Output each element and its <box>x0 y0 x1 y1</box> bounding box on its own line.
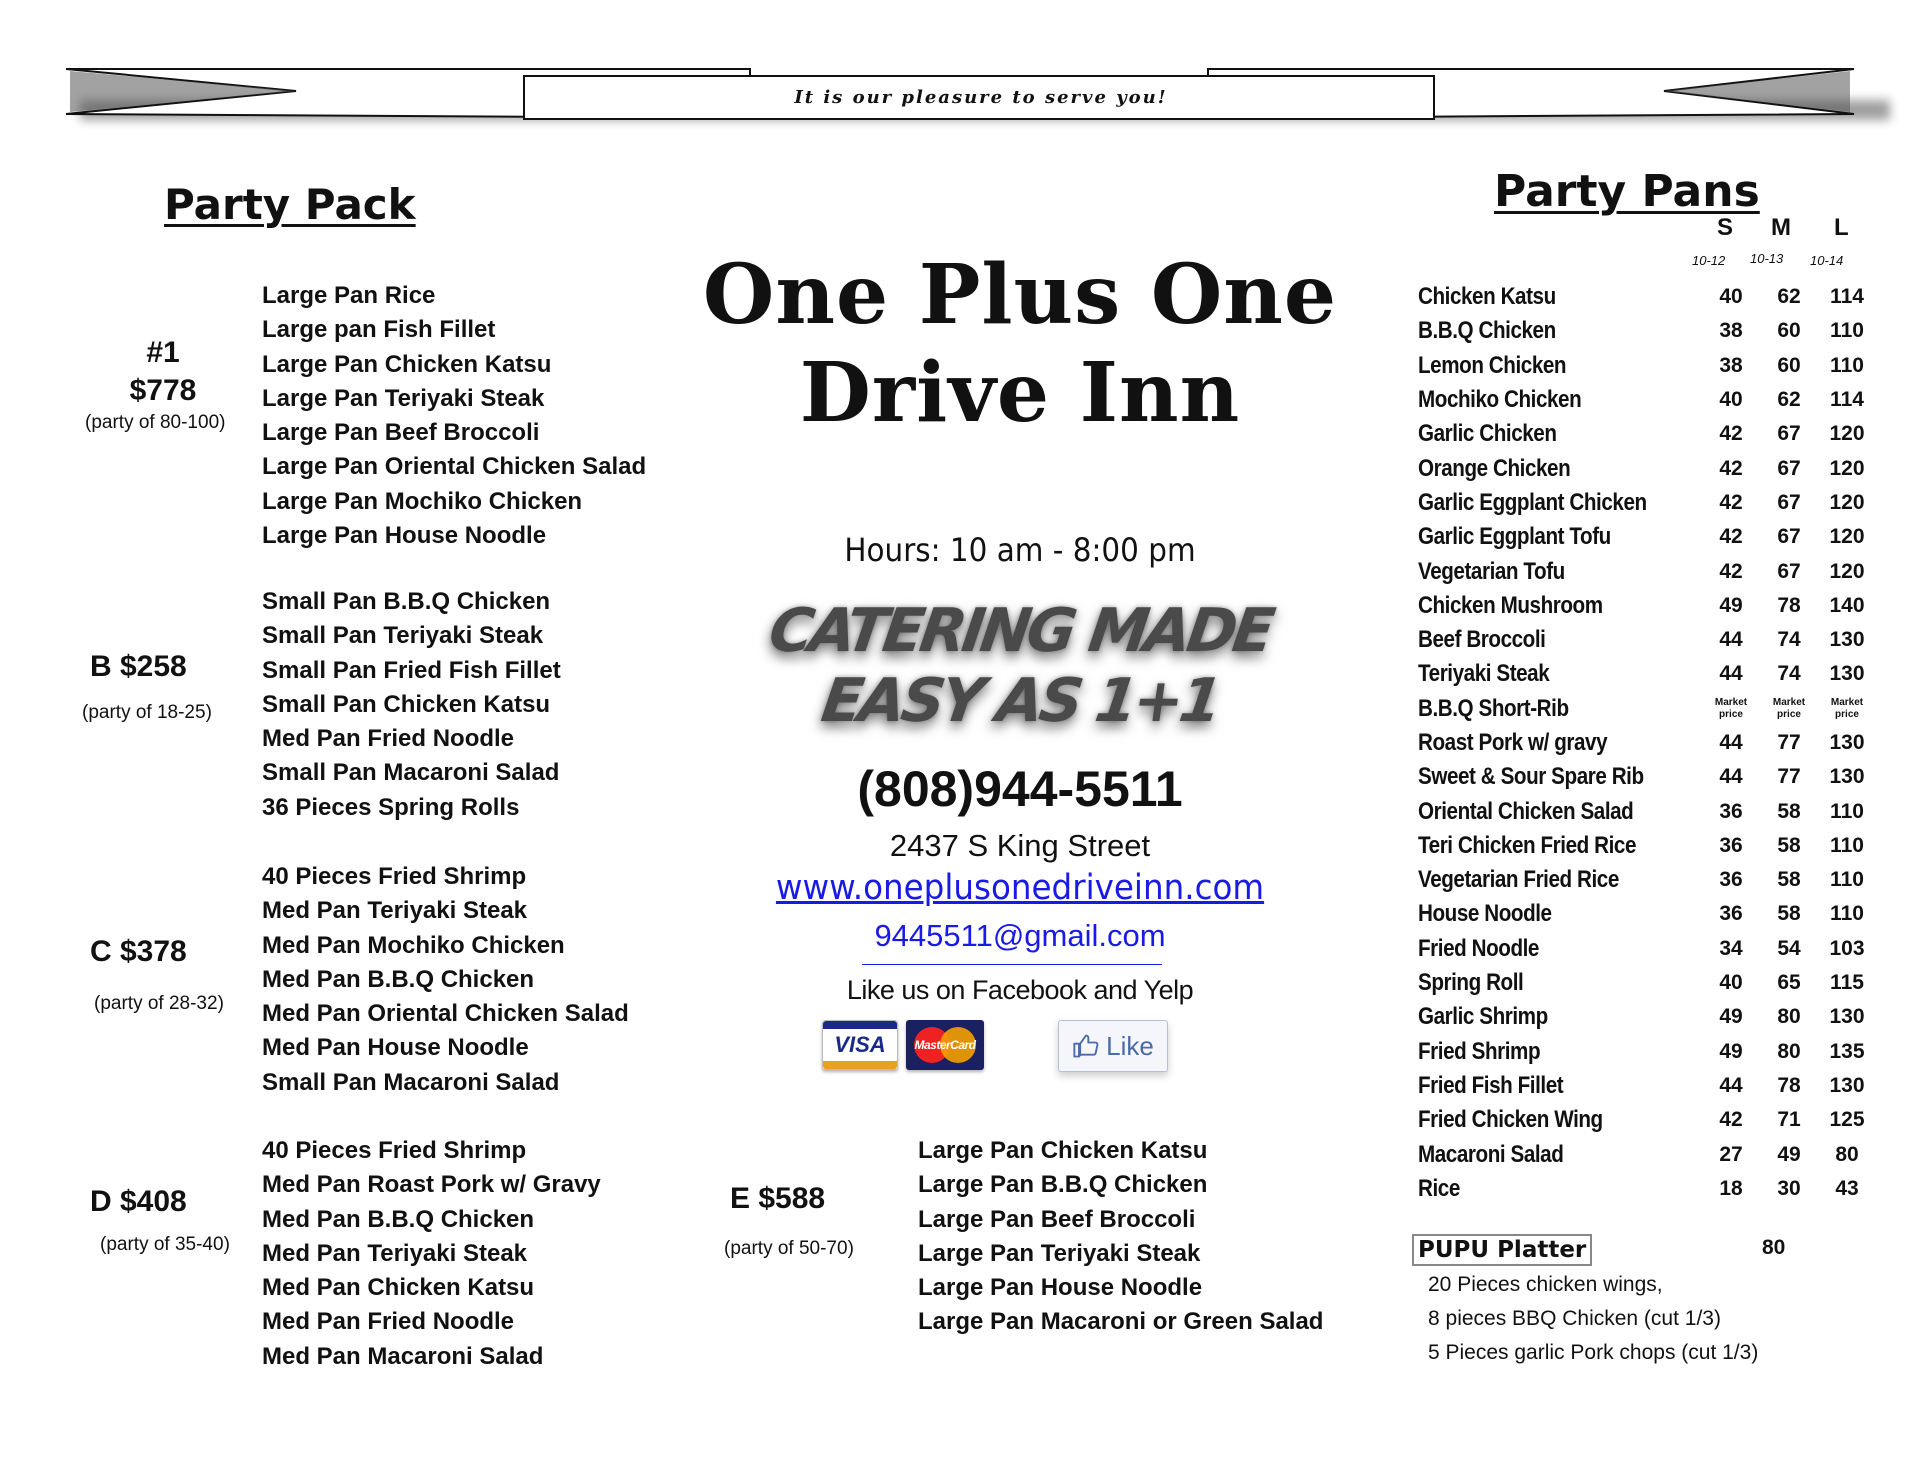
pan-item-name: Roast Pork w/ gravy <box>1418 729 1608 756</box>
mastercard-label: MasterCard <box>914 1038 976 1052</box>
list-item: Med Pan Mochiko Chicken <box>262 931 565 959</box>
mastercard-icon <box>906 1020 984 1070</box>
pan-price-l: 110 <box>1830 902 1864 926</box>
size-m-heading: M <box>1771 214 1791 241</box>
pan-item-name: Garlic Eggplant Chicken <box>1418 488 1647 516</box>
pan-item-name: Orange Chicken <box>1418 454 1571 482</box>
visa-card-icon <box>822 1020 898 1070</box>
list-item: Med Pan Fried Noodle <box>262 725 515 753</box>
list-item: Large Pan Mochiko Chicken <box>262 487 583 515</box>
list-item: Med Pan B.B.Q Chicken <box>262 965 535 993</box>
pan-item-name: Lemon Chicken <box>1418 351 1567 379</box>
list-item: Small Pan B.B.Q Chicken <box>262 588 551 615</box>
pan-price-s: 18 <box>1719 1176 1743 1200</box>
pan-price-m: 71 <box>1777 1108 1801 1132</box>
pan-price-s: 42 <box>1719 1108 1743 1132</box>
pan-price-s: 40 <box>1719 285 1743 309</box>
pan-price-m: 78 <box>1777 1073 1801 1097</box>
list-item: Med Pan House Noodle <box>262 1034 529 1062</box>
party-pans-table <box>1418 280 1876 1206</box>
pan-price-s: 44 <box>1719 662 1743 686</box>
pan-price-s: 36 <box>1719 868 1743 892</box>
list-item: Med Pan B.B.Q Chicken <box>262 1205 535 1233</box>
pan-price-l: 115 <box>1830 971 1864 995</box>
table-row <box>1418 1103 1876 1137</box>
pan-price-l: 114 <box>1830 388 1864 412</box>
list-item: Large Pan House Noodle <box>918 1274 1203 1302</box>
pan-price-l: 110 <box>1830 799 1864 823</box>
pan-price-m: 60 <box>1777 319 1801 343</box>
pan-item-name: Fried Noodle <box>1418 934 1539 962</box>
pack-c-items <box>262 860 629 1100</box>
pack-1-note: (party of 80-100) <box>85 412 226 433</box>
pan-price-m: 58 <box>1777 902 1801 926</box>
table-row <box>1418 657 1876 691</box>
pan-item-name: Mochiko Chicken <box>1418 386 1582 414</box>
table-row <box>1418 1035 1876 1069</box>
size-l-range: 10-14 <box>1810 253 1844 268</box>
pan-price-l: 130 <box>1829 1073 1865 1097</box>
pan-item-name: Macaroni Salad <box>1418 1140 1564 1168</box>
table-row <box>1418 349 1876 383</box>
pack-1-price: $778 <box>129 374 197 407</box>
list-item: Large Pan Chicken Katsu <box>918 1137 1208 1164</box>
list-item: Small Pan Macaroni Salad <box>262 1068 560 1096</box>
list-item: Med Pan Fried Noodle <box>262 1308 515 1336</box>
table-row <box>1418 623 1876 657</box>
pan-price-l: 43 <box>1835 1176 1859 1200</box>
pack-e-note: (party of 50-70) <box>724 1238 854 1259</box>
pan-item-name: Garlic Eggplant Tofu <box>1418 523 1611 551</box>
pan-item-name: House Noodle <box>1418 900 1552 928</box>
pan-price-m: 30 <box>1777 1176 1801 1200</box>
pan-item-name: Teriyaki Steak <box>1418 660 1550 688</box>
pan-price-l: 130 <box>1829 1005 1865 1029</box>
list-item: Med Pan Oriental Chicken Salad <box>262 1000 629 1028</box>
list-item: Large Pan Macaroni or Green Salad <box>918 1308 1324 1336</box>
pack-e-items <box>918 1134 1323 1340</box>
party-pans-heading: Party Pans <box>1494 166 1760 217</box>
table-row <box>1418 1137 1876 1171</box>
pan-price-l: 140 <box>1829 593 1865 617</box>
pan-price-m: 49 <box>1777 1142 1801 1166</box>
banner-ribbon <box>0 0 1920 150</box>
like-label: Like <box>1106 1030 1154 1061</box>
pan-price-m: 78 <box>1777 593 1801 617</box>
pan-price-m: 67 <box>1777 422 1801 446</box>
list-item: Large Pan Rice <box>262 282 436 309</box>
pan-price-s: 34 <box>1719 936 1743 960</box>
pan-price-s: 38 <box>1719 319 1743 343</box>
pan-price-s: 36 <box>1719 902 1743 926</box>
pan-price-l: 130 <box>1829 628 1865 652</box>
table-row <box>1418 897 1876 931</box>
pan-price-s: 42 <box>1719 490 1743 514</box>
table-row <box>1418 863 1876 897</box>
pan-price-l: 120 <box>1829 456 1865 480</box>
pan-item-name: Spring Roll <box>1418 969 1524 997</box>
table-row <box>1418 1069 1876 1103</box>
pack-e-label: E $588 <box>730 1182 826 1215</box>
pack-b-items <box>262 585 561 825</box>
pan-item-name: Oriental Chicken Salad <box>1418 797 1634 825</box>
pack-1-items <box>262 279 646 553</box>
pan-price-m: 80 <box>1777 1005 1801 1029</box>
pupu-price: 80 <box>1762 1236 1786 1259</box>
pan-price-s: 36 <box>1719 799 1743 823</box>
pan-price-s: 49 <box>1719 593 1743 617</box>
pan-price-s: Market price <box>1714 696 1748 720</box>
pan-price-l: 120 <box>1829 525 1865 549</box>
pan-price-l: 110 <box>1830 868 1864 892</box>
list-item: Large Pan Beef Broccoli <box>262 419 540 447</box>
table-row <box>1418 692 1876 726</box>
table-row <box>1418 486 1876 520</box>
size-s-range: 10-12 <box>1692 253 1726 268</box>
table-row <box>1418 589 1876 623</box>
pan-price-s: 49 <box>1719 1005 1743 1029</box>
pan-price-l: 114 <box>1830 285 1864 309</box>
social-text: Like us on Facebook and Yelp <box>846 975 1194 1005</box>
thumbs-up-icon <box>1072 1032 1100 1060</box>
pan-price-l: 125 <box>1829 1108 1865 1132</box>
list-item: Med Pan Macaroni Salad <box>262 1342 544 1370</box>
pan-price-s: 42 <box>1719 525 1743 549</box>
list-item: Large Pan House Noodle <box>262 522 547 550</box>
pan-price-s: 44 <box>1719 1073 1743 1097</box>
pan-price-l: 110 <box>1830 319 1864 343</box>
pan-price-m: 77 <box>1777 765 1801 789</box>
restaurant-name-line1: One Plus One <box>702 247 1338 343</box>
address: 2437 S King Street <box>889 828 1151 863</box>
pan-price-m: 74 <box>1777 628 1801 652</box>
pan-price-m: 60 <box>1777 353 1801 377</box>
list-item: 8 pieces BBQ Chicken (cut 1/3) <box>1428 1307 1721 1330</box>
list-item: Small Pan Macaroni Salad <box>262 759 560 787</box>
pan-price-m: 62 <box>1777 388 1801 412</box>
list-item: Med Pan Chicken Katsu <box>262 1274 535 1302</box>
pan-price-l: 120 <box>1829 422 1865 446</box>
list-item: Large pan Fish Fillet <box>262 316 496 344</box>
pan-price-m: 77 <box>1777 731 1801 754</box>
size-s-heading: S <box>1717 214 1734 241</box>
pan-price-m: 65 <box>1777 971 1801 995</box>
website-link[interactable]: www.oneplusonedriveinn.com <box>775 868 1265 908</box>
table-row <box>1418 829 1876 863</box>
hours: Hours: 10 am - 8:00 pm <box>844 531 1196 569</box>
pan-price-s: 44 <box>1719 628 1743 652</box>
email-underline <box>862 964 1162 965</box>
pan-item-name: Fried Fish Fillet <box>1418 1071 1564 1099</box>
list-item: Large Pan Oriental Chicken Salad <box>262 453 647 481</box>
pan-price-l: 103 <box>1829 936 1865 960</box>
table-row <box>1418 726 1876 760</box>
table-row <box>1418 451 1876 485</box>
size-m-range: 10-13 <box>1750 251 1784 266</box>
table-row <box>1418 314 1876 348</box>
list-item: Med Pan Teriyaki Steak <box>262 1239 528 1267</box>
pan-price-m: 67 <box>1777 490 1801 514</box>
pan-item-name: Garlic Chicken <box>1418 420 1557 448</box>
pan-price-m: 58 <box>1777 799 1801 823</box>
pack-c-note: (party of 28-32) <box>94 993 224 1014</box>
pan-price-l: 135 <box>1829 1039 1865 1063</box>
pan-price-m: 58 <box>1777 833 1801 857</box>
pan-item-name: Sweet & Sour Spare Rib <box>1418 763 1644 791</box>
pan-item-name: Vegetarian Fried Rice <box>1418 866 1619 894</box>
pack-1-number: #1 <box>146 336 180 369</box>
pan-item-name: Beef Broccoli <box>1418 626 1546 654</box>
pan-price-m: 67 <box>1777 456 1801 480</box>
list-item: 36 Pieces Spring Rolls <box>262 793 520 821</box>
pan-price-s: 38 <box>1719 353 1743 377</box>
pan-price-m: 67 <box>1777 525 1801 549</box>
visa-label: VISA <box>834 1032 886 1057</box>
list-item: Large Pan B.B.Q Chicken <box>918 1171 1208 1199</box>
pan-item-name: B.B.Q Short-Rib <box>1418 694 1569 722</box>
pack-c-label: C $378 <box>90 935 187 968</box>
list-item: Med Pan Teriyaki Steak <box>262 897 528 925</box>
table-row <box>1418 966 1876 1000</box>
pan-price-l: 80 <box>1835 1142 1859 1166</box>
pan-item-name: Fried Shrimp <box>1418 1037 1541 1065</box>
table-row <box>1418 554 1876 588</box>
party-pack-heading: Party Pack <box>164 180 416 229</box>
pan-price-l: 130 <box>1829 731 1865 754</box>
table-row <box>1418 520 1876 554</box>
pan-price-l: 110 <box>1830 833 1864 857</box>
pan-item-name: Chicken Mushroom <box>1418 591 1603 619</box>
pan-price-s: 40 <box>1719 971 1743 995</box>
pack-d-note: (party of 35-40) <box>100 1234 230 1255</box>
table-row <box>1418 760 1876 794</box>
list-item: Large Pan Beef Broccoli <box>918 1205 1196 1233</box>
pan-item-name: Rice <box>1418 1174 1460 1202</box>
pan-price-l: 130 <box>1829 662 1865 686</box>
pan-price-m: 80 <box>1777 1039 1801 1063</box>
list-item: 40 Pieces Fried Shrimp <box>262 1137 527 1164</box>
pack-b-note: (party of 18-25) <box>82 702 212 723</box>
table-row <box>1418 383 1876 417</box>
pan-price-s: 44 <box>1719 731 1743 754</box>
pan-price-m: 58 <box>1777 868 1801 892</box>
table-row <box>1418 1172 1876 1206</box>
list-item: Large Pan Chicken Katsu <box>262 350 552 378</box>
pan-price-s: 42 <box>1719 559 1743 583</box>
pan-item-name: Chicken Katsu <box>1418 283 1556 311</box>
pack-b-label: B $258 <box>90 650 187 683</box>
pan-item-name: Teri Chicken Fried Rice <box>1418 831 1636 859</box>
table-row <box>1418 417 1876 451</box>
pack-d-label: D $408 <box>90 1185 187 1218</box>
pan-price-s: 49 <box>1719 1039 1743 1063</box>
list-item: Med Pan Roast Pork w/ Gravy <box>262 1171 601 1199</box>
pan-price-s: 27 <box>1719 1142 1743 1166</box>
pan-item-name: B.B.Q Chicken <box>1418 317 1556 345</box>
list-item: Large Pan Teriyaki Steak <box>262 384 545 412</box>
pupu-items <box>1428 1268 1758 1370</box>
table-row <box>1418 1000 1876 1034</box>
pan-item-name: Fried Chicken Wing <box>1418 1106 1603 1134</box>
restaurant-name-line2: Drive Inn <box>799 345 1241 441</box>
pan-price-s: 42 <box>1719 456 1743 480</box>
pan-price-m: 62 <box>1777 285 1801 309</box>
pan-price-l: Market price <box>1830 696 1864 720</box>
list-item: 5 Pieces garlic Pork chops (cut 1/3) <box>1428 1341 1759 1364</box>
pan-price-s: 36 <box>1719 833 1743 857</box>
list-item: Small Pan Chicken Katsu <box>262 690 551 718</box>
tagline: It is our pleasure to serve you! <box>794 86 1168 108</box>
table-row <box>1418 794 1876 828</box>
pan-price-s: 44 <box>1719 765 1743 789</box>
pack-d-items <box>262 1134 601 1374</box>
email-link[interactable]: 9445511@gmail.com <box>874 918 1166 953</box>
list-item: Small Pan Teriyaki Steak <box>262 622 544 650</box>
table-row <box>1418 932 1876 966</box>
pan-price-l: 120 <box>1829 559 1865 583</box>
pan-price-l: 110 <box>1830 353 1864 377</box>
pan-item-name: Garlic Shrimp <box>1418 1003 1548 1031</box>
pan-price-s: 42 <box>1719 422 1743 446</box>
list-item: 20 Pieces chicken wings, <box>1428 1273 1663 1296</box>
pan-price-m: 54 <box>1777 936 1801 960</box>
size-l-heading: L <box>1834 214 1849 241</box>
pan-price-l: 130 <box>1829 765 1865 789</box>
list-item: 40 Pieces Fried Shrimp <box>262 863 527 890</box>
facebook-like-button[interactable] <box>1058 1020 1168 1072</box>
slogan-line1: CATERING MADE <box>764 596 1276 666</box>
pan-price-l: 120 <box>1829 490 1865 514</box>
pan-price-s: 40 <box>1719 388 1743 412</box>
phone-number[interactable]: (808)944-5511 <box>857 761 1183 817</box>
table-row <box>1418 280 1876 314</box>
slogan-line2: EASY AS 1+1 <box>817 666 1223 736</box>
pan-price-m: 67 <box>1777 559 1801 583</box>
list-item: Small Pan Fried Fish Fillet <box>262 656 561 684</box>
list-item: Large Pan Teriyaki Steak <box>918 1239 1201 1267</box>
pan-item-name: Vegetarian Tofu <box>1418 557 1565 585</box>
pan-price-m: Market price <box>1772 696 1806 720</box>
pupu-title: PUPU Platter <box>1412 1234 1592 1266</box>
pan-price-m: 74 <box>1777 662 1801 686</box>
pack-1-label <box>108 334 218 410</box>
